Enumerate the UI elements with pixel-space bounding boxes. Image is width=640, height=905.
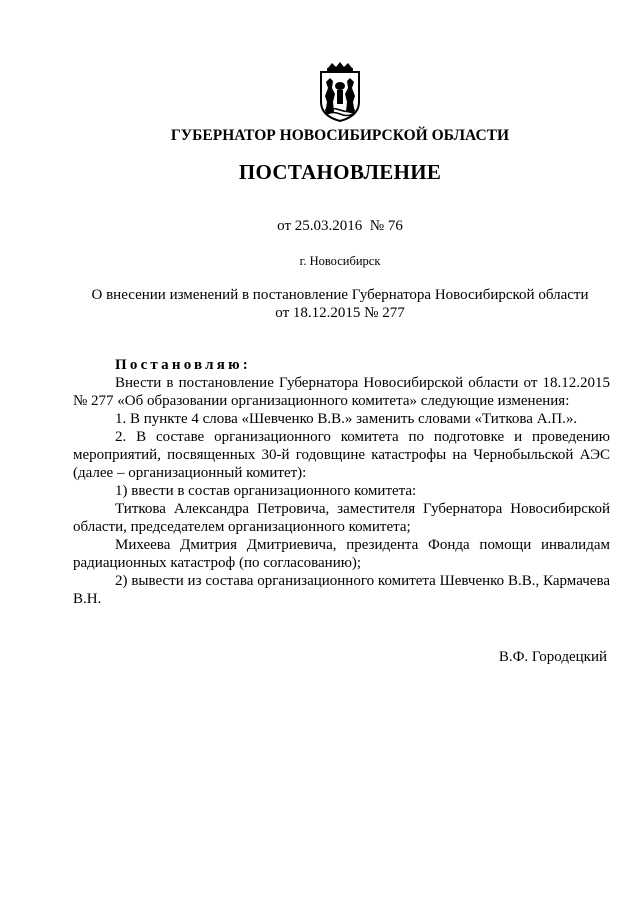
paragraph: 2. В составе организационного комитета по подготовке и проведению мероприятий, посвященных 30-й годовщине катастрофы на Чернобыльской АЭС (далее – организационный комитет):: [73, 429, 610, 481]
paragraph: 2) вывести из состава организационного комитета Шевченко В.В., Кармачева В.Н.: [73, 573, 610, 607]
document-subject: [0, 286, 640, 322]
paragraph: Титкова Александра Петровича, заместителя Губернатора Новосибирской области, председателем организационного комитета;: [73, 501, 610, 535]
subject-line: от 18.12.2015 № 277: [275, 305, 405, 321]
paragraph: Михеева Дмитрия Дмитриевича, президента Фонда помощи инвалидам радиационных катастроф (по согласованию);: [73, 537, 610, 571]
document-date-number: от 25.03.2016 № 76: [277, 218, 403, 234]
decree-word: Постановляю:: [115, 357, 251, 373]
subject-line: О внесении изменений в постановление Губернатора Новосибирской области: [91, 287, 589, 303]
issuing-authority: ГУБЕРНАТОР НОВОСИБИРСКОЙ ОБЛАСТИ: [170, 127, 510, 144]
paragraph: 1) ввести в состав организационного комитета:: [115, 483, 417, 499]
coat-of-arms-icon: [315, 62, 365, 122]
signature-name: В.Ф. Городецкий: [498, 649, 607, 665]
paragraph: 1. В пункте 4 слова «Шевченко В.В.» заменить словами «Титкова А.П.».: [115, 411, 578, 427]
paragraph: Внести в постановление Губернатора Новосибирской области от 18.12.2015 № 277 «Об образовании организационного комитета» следующие изменения:: [73, 375, 610, 409]
document-city: г. Новосибирск: [299, 254, 381, 268]
document-body: [73, 356, 610, 608]
document-type-title: ПОСТАНОВЛЕНИЕ: [238, 160, 442, 184]
